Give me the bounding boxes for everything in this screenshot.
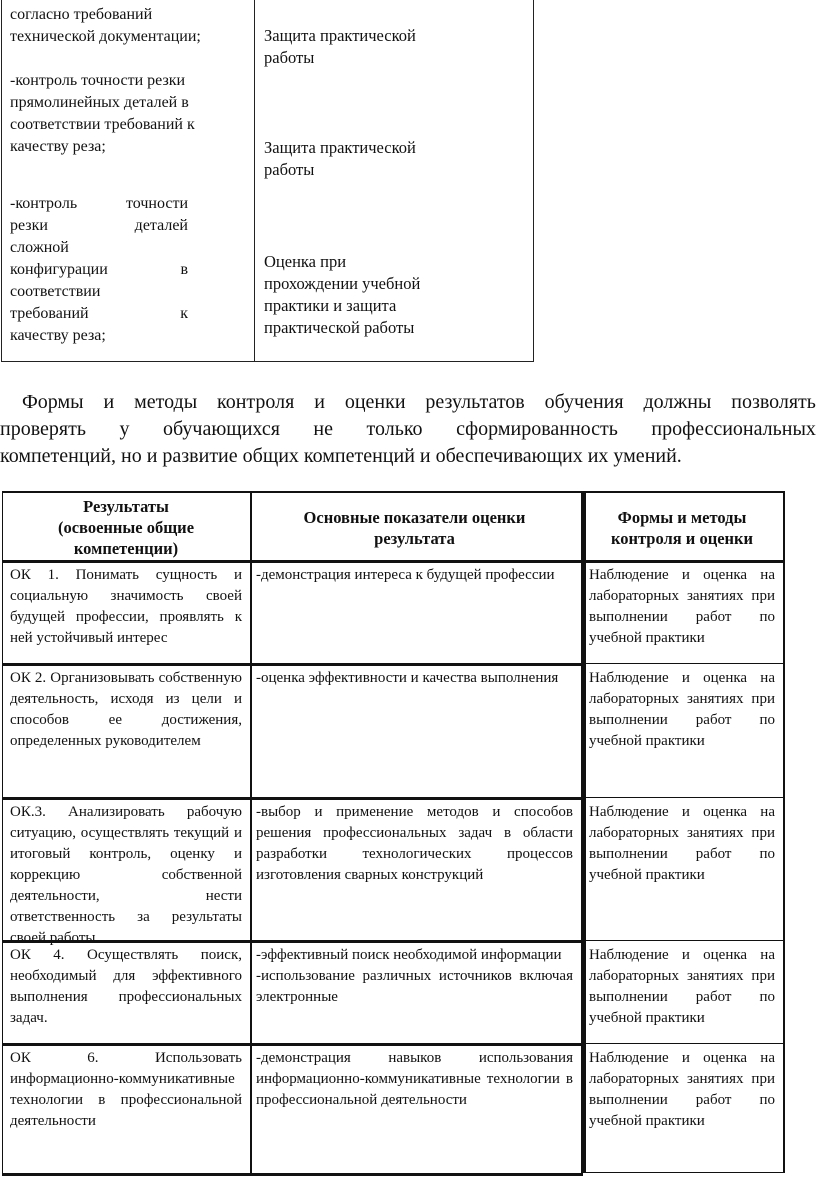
word: к bbox=[180, 305, 188, 322]
paragraph-line bbox=[0, 389, 816, 416]
top-left-line bbox=[10, 193, 188, 215]
word: конфигурации bbox=[10, 261, 108, 278]
top-left-text-3 bbox=[10, 193, 188, 347]
competency-cell: ОК 4. Осуществлять поиск, необходимый для эффективного выполнения профессиональных задач. bbox=[10, 947, 242, 1026]
table-top-border bbox=[2, 491, 785, 493]
column-border bbox=[250, 491, 252, 1173]
word: деталей bbox=[134, 217, 188, 234]
row-border bbox=[2, 1043, 581, 1046]
top-left-line bbox=[10, 281, 188, 303]
word: методы bbox=[134, 391, 198, 413]
body-paragraph bbox=[0, 389, 816, 470]
top-right-text-3: Оценка при прохождении учебной практики и защита практической работы bbox=[264, 252, 421, 337]
row-border-thin bbox=[581, 1043, 783, 1044]
column-border-shadow bbox=[583, 491, 586, 1173]
word: контроля bbox=[217, 391, 295, 413]
top-left-line bbox=[10, 215, 188, 237]
competency-cell: ОК 2. Организовывать собственную деятельность, исходя из цели и способов ее достижения, определенных руководителем bbox=[10, 670, 242, 749]
method-cell: Наблюдение и оценка на лабораторных занятиях при выполнении работ по учебной практики bbox=[589, 567, 775, 646]
word: в bbox=[180, 261, 188, 278]
indicator-cell: -эффективный поиск необходимой информации -использование различных источников включая электронные bbox=[256, 947, 573, 1005]
row-border-thin bbox=[581, 797, 783, 798]
word: резки bbox=[10, 217, 48, 234]
top-left-line bbox=[10, 237, 188, 259]
header-bottom-border bbox=[2, 560, 785, 563]
word: и bbox=[314, 391, 325, 413]
competency-cell: ОК.3. Анализировать рабочую ситуацию, осуществлять текущий и итоговый контроль, оценку и коррекцию собственной деятельности, нести ответственность за результаты своей работы. bbox=[10, 804, 242, 946]
top-right-text-1: Защита практической работы bbox=[264, 26, 416, 67]
column-border bbox=[783, 491, 785, 1173]
top-right-text-2: Защита практической работы bbox=[264, 138, 416, 179]
indicator-cell: -демонстрация навыков использования информационно-коммуникативные технологии в профессиональной деятельности bbox=[256, 1050, 573, 1108]
top-left-line bbox=[10, 303, 188, 325]
word: обучающихся bbox=[163, 418, 280, 440]
method-cell: Наблюдение и оценка на лабораторных занятиях при выполнении работ по учебной практики bbox=[589, 1050, 775, 1129]
word: и bbox=[103, 391, 115, 413]
word: у bbox=[119, 418, 130, 440]
row-border-thin bbox=[581, 940, 783, 941]
top-left-text-2: -контроль точности резки прямолинейных деталей в соответствии требований к качеству реза; bbox=[10, 72, 195, 155]
table-bottom-border bbox=[2, 1173, 583, 1176]
paragraph-line bbox=[0, 416, 816, 443]
word: обучения bbox=[544, 391, 624, 413]
word: позволять bbox=[731, 391, 816, 413]
top-left-line bbox=[10, 325, 188, 347]
table-bottom-border-thin bbox=[581, 1172, 785, 1173]
row-border bbox=[2, 797, 581, 800]
indicator-cell: -выбор и применение методов и способов решения профессиональных задач в области разработки технологических процессов изготовления сварных конструкций bbox=[256, 804, 573, 883]
word: должны bbox=[643, 391, 712, 413]
word: сложной bbox=[10, 239, 69, 256]
word: компетенций, но и развитие общих компетенций и обеспечивающих их умений. bbox=[0, 445, 682, 467]
word: -контроль bbox=[10, 195, 78, 212]
row-border-thin bbox=[581, 663, 783, 664]
header-cell: Формы и методы контроля и оценки bbox=[610, 508, 754, 548]
header-cell: Результаты (освоенные общие компетенции) bbox=[57, 497, 195, 558]
word: точности bbox=[125, 195, 188, 212]
top-left-text-1: согласно требований технической документации; bbox=[10, 6, 201, 45]
word: не bbox=[313, 418, 334, 440]
word: результатов bbox=[425, 391, 525, 413]
indicator-cell: -оценка эффективности и качества выполнения bbox=[256, 670, 559, 686]
method-cell: Наблюдение и оценка на лабораторных занятиях при выполнении работ по учебной практики bbox=[589, 670, 775, 749]
word: только bbox=[366, 418, 423, 440]
column-divider bbox=[254, 0, 255, 361]
word: требований bbox=[10, 305, 89, 322]
word: качеству реза; bbox=[10, 327, 106, 344]
competency-cell: ОК 6. Использовать информационно-коммуникативные технологии в профессиональной деятельности bbox=[10, 1050, 242, 1129]
word: сформированность bbox=[456, 418, 618, 440]
top-left-line bbox=[10, 259, 188, 281]
header-cell: Основные показатели оценки результата bbox=[303, 508, 526, 548]
word: оценки bbox=[344, 391, 406, 413]
column-border bbox=[2, 491, 3, 1173]
word: профессиональных bbox=[651, 418, 816, 440]
paragraph-line bbox=[0, 443, 816, 470]
method-cell: Наблюдение и оценка на лабораторных занятиях при выполнении работ по учебной практики bbox=[589, 947, 775, 1026]
word: соответствии bbox=[10, 283, 101, 300]
word: проверять bbox=[0, 418, 86, 440]
top-table bbox=[1, 0, 534, 362]
row-border bbox=[2, 663, 581, 666]
method-cell: Наблюдение и оценка на лабораторных занятиях при выполнении работ по учебной практики bbox=[589, 804, 775, 883]
indicator-cell: -демонстрация интереса к будущей профессии bbox=[256, 567, 555, 583]
competency-cell: ОК 1. Понимать сущность и социальную значимость своей будущей профессии, проявлять к ней устойчивый интерес bbox=[10, 567, 242, 646]
word: Формы bbox=[22, 391, 84, 413]
